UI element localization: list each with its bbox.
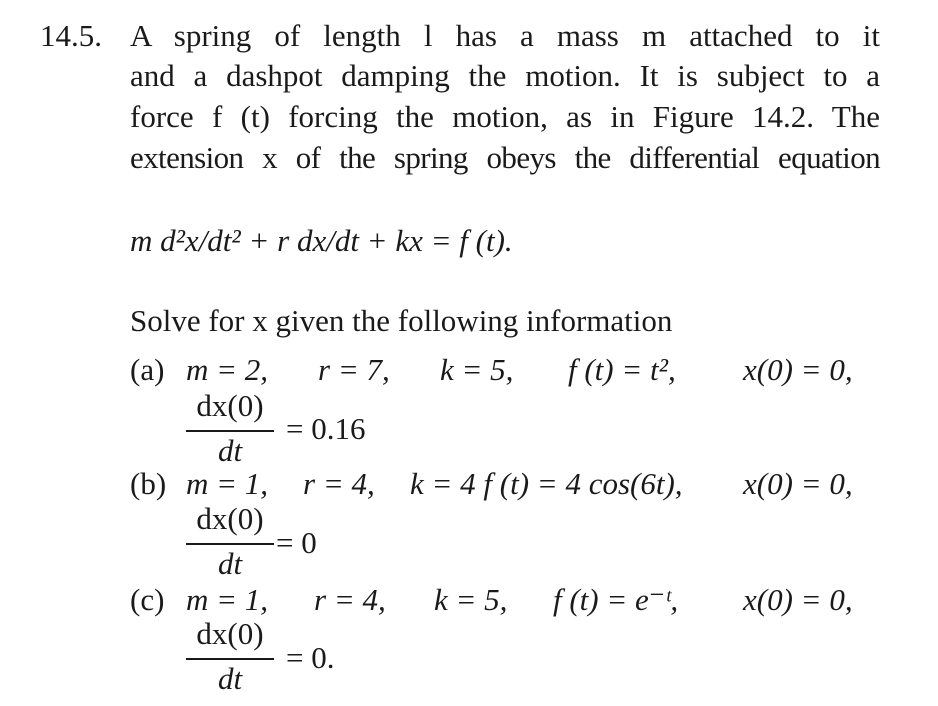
part-c-m: m = 1,	[186, 582, 269, 617]
part-a-fraction-bar	[186, 430, 274, 432]
part-b-label: (b)	[130, 466, 167, 501]
intro-line-3: force f (t) forcing the motion, as in Figure 14.2. The	[130, 99, 880, 134]
part-c-f: f (t) = e⁻ᵗ,	[553, 582, 679, 617]
part-b-derivative-fraction	[186, 503, 274, 583]
part-a-k: k = 5,	[440, 352, 514, 387]
part-b-numerator: dx(0)	[196, 501, 264, 536]
intro-line-4: extension x of the spring obeys the differential equation	[130, 140, 880, 175]
intro-line-2: and a dashpot damping the motion. It is subject to a	[130, 58, 880, 93]
part-a-m: m = 2,	[186, 352, 269, 387]
part-b-rhs: = 0	[276, 525, 317, 560]
differential-equation: m d²x/dt² + r dx/dt + kx = f (t).	[130, 223, 513, 258]
part-b-k-f: k = 4 f (t) = 4 cos(6t),	[410, 466, 683, 501]
part-c-denominator: dt	[217, 661, 243, 696]
instruction-text: Solve for x given the following information	[130, 303, 673, 338]
part-c-derivative-fraction	[186, 618, 274, 698]
part-c-label: (c)	[130, 582, 165, 617]
part-a-rhs: = 0.16	[286, 411, 366, 446]
part-b-x0: x(0) = 0,	[743, 466, 853, 501]
part-a-denominator: dt	[217, 433, 243, 468]
problem-number: 14.5.	[40, 18, 102, 53]
part-a-numerator: dx(0)	[196, 388, 264, 423]
intro-line-1: A spring of length l has a mass m attached to it	[130, 18, 880, 53]
part-c-rhs: = 0.	[286, 640, 335, 675]
part-c-r: r = 4,	[314, 582, 386, 617]
part-c-fraction-bar	[186, 658, 274, 660]
part-c-k: k = 5,	[434, 582, 508, 617]
part-b-fraction-bar	[186, 543, 274, 545]
part-b-r: r = 4,	[303, 466, 375, 501]
part-c-x0: x(0) = 0,	[743, 582, 853, 617]
part-b-denominator: dt	[217, 546, 243, 581]
part-b-m: m = 1,	[186, 466, 269, 501]
part-a-derivative-fraction	[186, 390, 274, 470]
part-a-f: f (t) = t²,	[568, 352, 676, 387]
part-a-x0: x(0) = 0,	[743, 352, 853, 387]
part-c-numerator: dx(0)	[196, 616, 264, 651]
part-a-r: r = 7,	[318, 352, 390, 387]
part-a-label: (a)	[130, 352, 165, 387]
